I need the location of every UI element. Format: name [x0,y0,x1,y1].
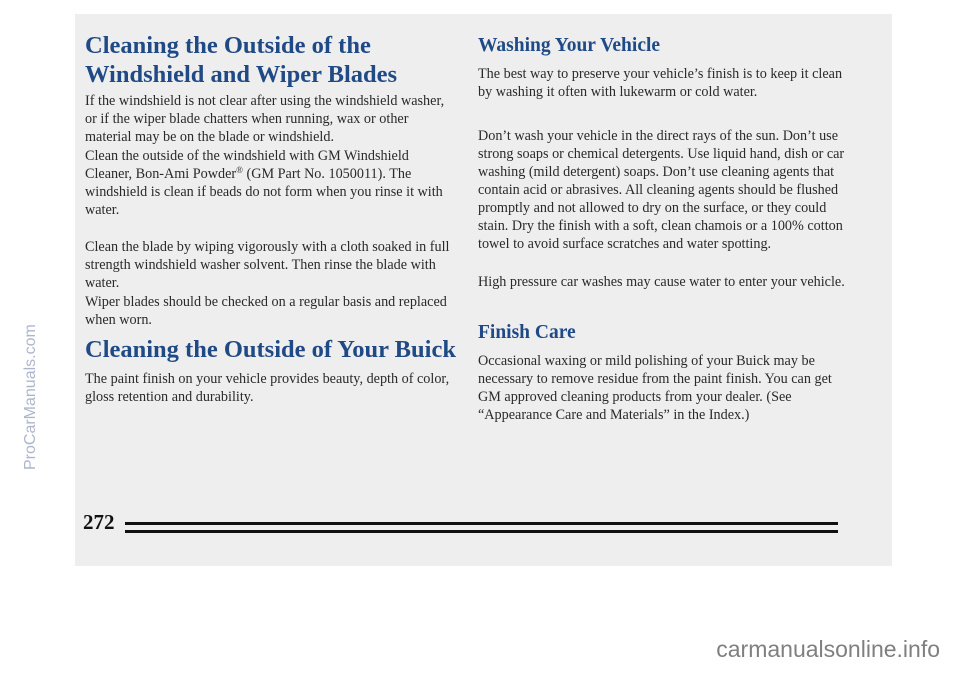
outside-buick-heading: Cleaning the Outside of Your Buick [85,336,456,363]
washing-para-2: Don’t wash your vehicle in the direct rays of the sun. Don’t use strong soaps or chemical detergents. Use liquid hand, dish or car washing (mild detergent) soaps. Don’t use cleaning agents that contain acid or abrasives. All cleaning agents should be flushed promptly and not allowed to dry on the surface, or they could stain. Dry the finish with a soft, clean chamois or a 100% cotton towel to avoid surface scratches and water spotting. [478,128,845,252]
windshield-para-2-start: Clean the outside of the windshield with GM Windshield Cleaner, Bon-Ami Powder [85,148,409,182]
washing-para-1: The best way to preserve your vehicle’s finish is to keep it clean by washing it often with lukewarm or cold water. [478,66,843,100]
windshield-heading-line2: Windshield and Wiper Blades [85,61,398,88]
manual-page [75,14,892,566]
vertical-watermark: ProCarManuals.com [22,324,39,470]
site-watermark: carmanualsonline.info [716,636,940,662]
wiper-check-para: Wiper blades should be checked on a regular basis and replaced when worn. [85,294,447,328]
finish-care-para: Occasional waxing or mild polishing of your Buick may be necessary to remove residue from the paint finish. You can get GM approved cleaning products from your dealer. (See “Appearance Care and Materials” in the Index.) [478,353,832,423]
windshield-para-1: If the windshield is not clear after using the windshield washer, or if the wiper blade chatters when running, wax or other material may be on the blade or windshield. [85,93,445,145]
registered-mark: ® [236,165,243,175]
paint-finish-para: The paint finish on your vehicle provides beauty, depth of color, gloss retention and durability. [85,371,450,405]
windshield-heading-line1: Cleaning the Outside of the [85,32,371,59]
washing-heading: Washing Your Vehicle [478,35,661,56]
footer-rule-bottom [125,530,838,533]
windshield-heading [85,31,465,89]
washing-para-3: High pressure car washes may cause water to enter your vehicle. [478,274,845,290]
finish-care-heading: Finish Care [478,322,576,343]
wiper-blade-para: Clean the blade by wiping vigorously with a cloth soaked in full strength windshield washer solvent. Then rinse the blade with water. [85,239,450,291]
windshield-para-2 [85,147,457,219]
page-number: 272 [83,510,115,534]
windshield-para-2-end: (GM Part No. 1050011). The windshield is clean if beads do not form when you rinse it with water. [85,166,443,218]
footer-rule-top [125,522,838,525]
